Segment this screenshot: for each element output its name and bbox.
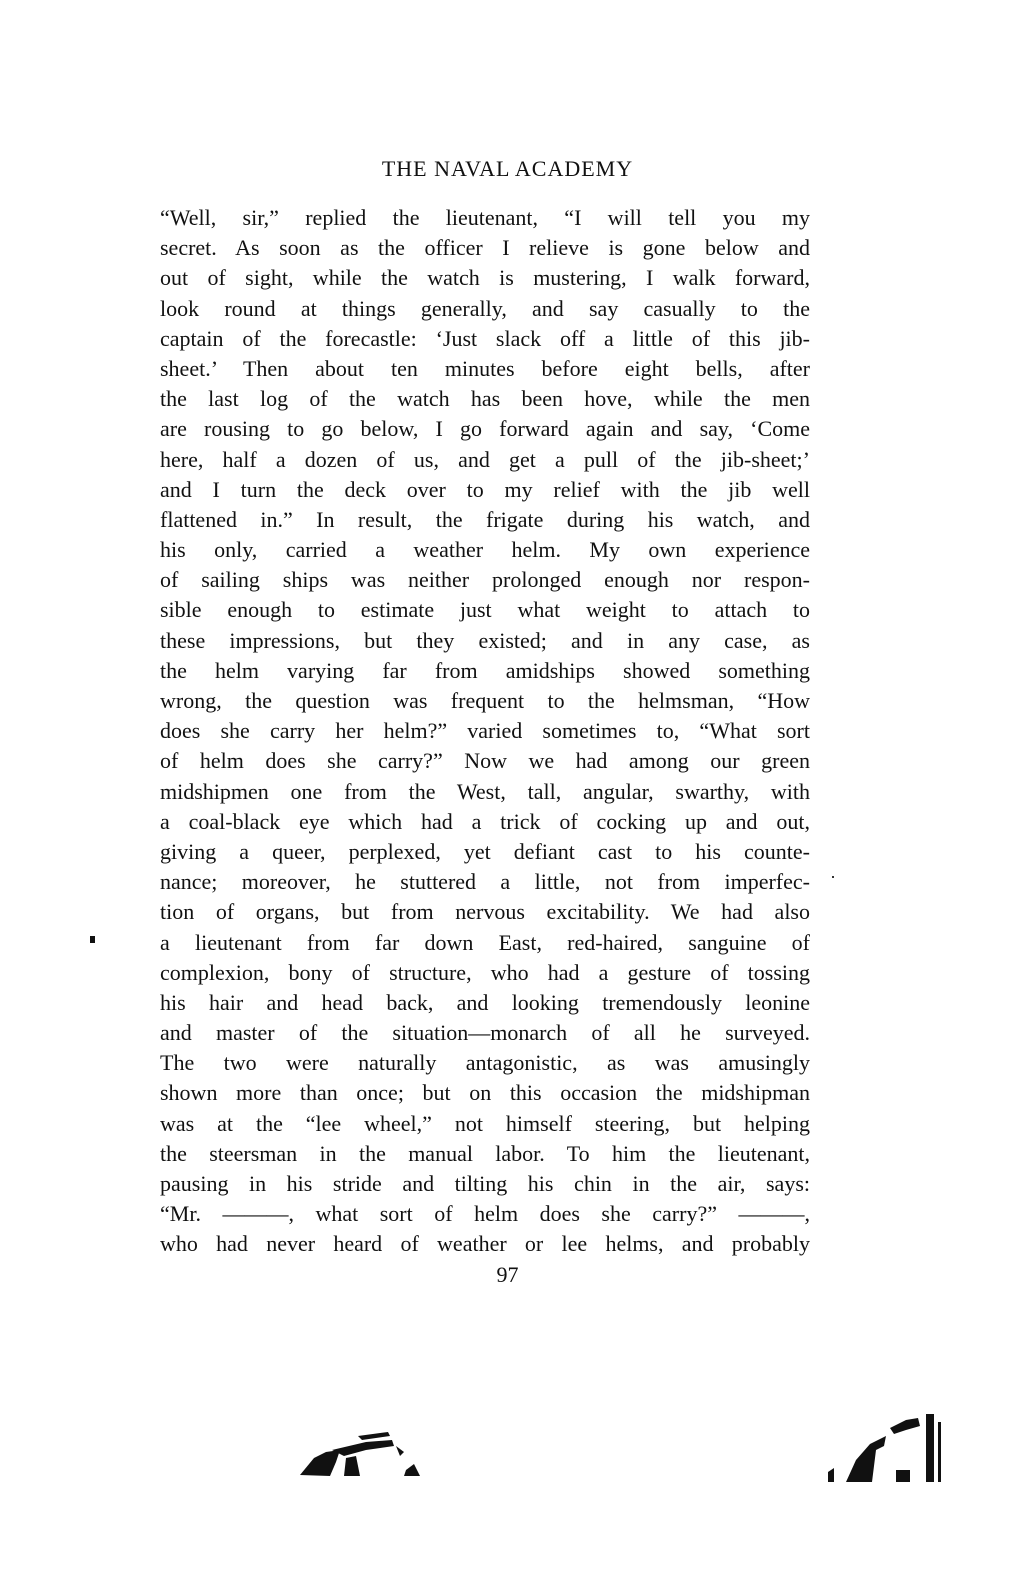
text-line: the last log of the watch has been hove, while the men	[160, 386, 810, 412]
text-line: his hair and head back, and looking tremendously leonine	[160, 989, 810, 1015]
text-line: secret. As soon as the officer I relieve is gone below and	[160, 235, 810, 261]
text-line: giving a queer, perplexed, yet defiant cast to his counte-	[160, 838, 810, 864]
text-line: sheet.’ Then about ten minutes before eight bells, after	[160, 355, 810, 381]
text-line: here, half a dozen of us, and get a pull of the jib-sheet;’	[160, 446, 810, 472]
text-line: and master of the situation—monarch of all he surveyed.	[160, 1020, 810, 1046]
text-line: a lieutenant from far down East, red-haired, sanguine of	[160, 929, 810, 955]
body-text	[160, 203, 810, 1260]
scan-artifact-left	[296, 1430, 436, 1480]
text-line: tion of organs, but from nervous excitability. We had also	[160, 899, 810, 925]
text-line: The two were naturally antagonistic, as was amusingly	[160, 1050, 810, 1076]
text-line: his only, carried a weather helm. My own experience	[160, 537, 810, 563]
text-line: shown more than once; but on this occasion the midshipman	[160, 1080, 810, 1106]
text-line: “Mr. ———, what sort of helm does she carry?” ———,	[160, 1201, 810, 1227]
running-head: THE NAVAL ACADEMY	[381, 156, 634, 181]
text-line: nance; moreover, he stuttered a little, not from imperfec-	[160, 869, 810, 895]
text-line: of helm does she carry?” Now we had among our green	[160, 748, 810, 774]
text-line: wrong, the question was frequent to the helmsman, “How	[160, 688, 810, 713]
text-line: out of sight, while the watch is mustering, I walk forward,	[160, 265, 810, 291]
text-line: complexion, bony of structure, who had a gesture of tossing	[160, 959, 810, 985]
text-line: of sailing ships was neither prolonged enough nor respon-	[160, 567, 810, 593]
text-line: the helm varying far from amidships showed something	[160, 657, 810, 683]
text-line: pausing in his stride and tilting his chin in the air, says:	[160, 1171, 810, 1196]
text-line: a coal-black eye which had a trick of cocking up and out,	[160, 808, 810, 834]
text-line: who had never heard of weather or lee helms, and probably	[160, 1231, 810, 1257]
text-line: “Well, sir,” replied the lieutenant, “I will tell you my	[160, 205, 810, 230]
text-line: sible enough to estimate just what weight to attach to	[160, 597, 810, 623]
text-line: does she carry her helm?” varied sometimes to, “What sort	[160, 718, 810, 744]
text-line: look round at things generally, and say casually to the	[160, 295, 810, 321]
page-number: 97	[496, 1262, 519, 1287]
text-line: the steersman in the manual labor. To him the lieutenant,	[160, 1140, 810, 1166]
text-line: was at the “lee wheel,” not himself steering, but helping	[160, 1110, 810, 1136]
margin-dot	[832, 876, 834, 878]
text-line: and I turn the deck over to my relief with the jib well	[160, 476, 810, 502]
text-line: captain of the forecastle: ‘Just slack off a little of this jib-	[160, 325, 810, 351]
margin-mark	[90, 936, 95, 943]
text-line: are rousing to go below, I go forward again and say, ‘Come	[160, 416, 810, 442]
text-line: these impressions, but they existed; and in any case, as	[160, 627, 810, 653]
text-line: flattened in.” In result, the frigate during his watch, and	[160, 506, 810, 532]
text-line: midshipmen one from the West, tall, angular, swarthy, with	[160, 778, 810, 804]
scan-artifact-right	[826, 1412, 946, 1487]
